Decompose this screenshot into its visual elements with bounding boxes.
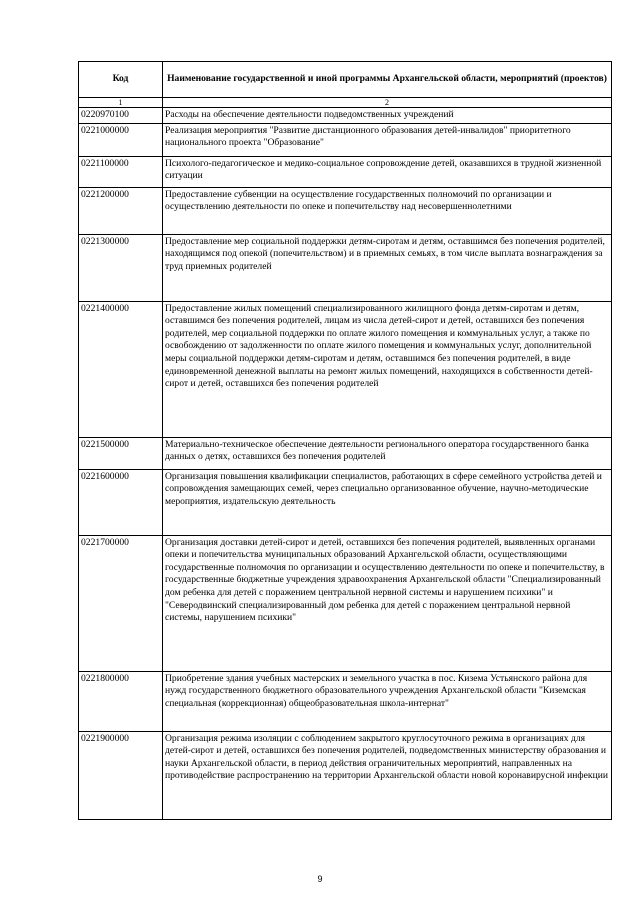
- row-code: 0221200000: [79, 187, 163, 234]
- row-code: 0221400000: [79, 301, 163, 437]
- row-code: 0221000000: [79, 123, 163, 156]
- row-text: Психолого-педагогическое и медико-социальное сопровождение детей, оказавшихся в трудной жизненной ситуации: [163, 156, 612, 187]
- table-row: [79, 156, 612, 187]
- row-text: Предоставление жилых помещений специализированного жилищного фонда детям-сиротам и детям, оставшимся без попечения родителей, лицам из числа детей-сирот и детей, оставшихся без попечения родителей, мер социальной поддержки по оплате жилого помещения и коммунальных услуг, а также по освобождению от задолженности по оплате жилого помещения и коммунальных услуг, дополнительной меры социальной поддержки детям-сиротам и детям, оставшимся без попечения родителей, в виде единовременной денежной выплаты на ремонт жилых помещений, находящихся в собственности детей-сирот и детей, оставшихся без попечения родителей: [163, 301, 612, 437]
- row-text: Организация режима изоляции с соблюдением закрытого круглосуточного режима в организациях для детей-сирот и детей, оставшихся без попечения родителей, подведомственных министерству образования и науки Архангельской области, в период действия ограничительных мероприятий, направленных на противодействие распространению на территории Архангельской области новой коронавирусной инфекции: [163, 731, 612, 819]
- table-row: [79, 731, 612, 819]
- row-text: Приобретение здания учебных мастерских и земельного участка в пос. Кизема Устьянского района для нужд государственного бюджетного образовательного учреждения Архангельской области "Киземская специальная (коррекционная) общеобразовательная школа-интернат": [163, 671, 612, 731]
- row-text: Организация повышения квалификации специалистов, работающих в сфере семейного устройства детей и сопровождения замещающих семей, через специально организованное обучение, научно-методические мероприятия, издательскую деятельность: [163, 469, 612, 535]
- table-header-row: [79, 62, 612, 98]
- table-row: [79, 301, 612, 437]
- column-index-2: 2: [163, 98, 612, 108]
- table-row: [79, 123, 612, 156]
- row-text: Реализация мероприятия "Развитие дистанционного образования детей-инвалидов" приоритетного национального проекта "Образование": [163, 123, 612, 156]
- row-text: Материально-техническое обеспечение деятельности регионального оператора государственного банка данных о детях, оставшихся без попечения родителей: [163, 437, 612, 469]
- header-name: Наименование государственной и иной программы Архангельской области, мероприятий (проектов): [163, 62, 612, 98]
- table-row: [79, 671, 612, 731]
- row-code: 0221600000: [79, 469, 163, 535]
- table-row: [79, 187, 612, 234]
- row-code: 0221100000: [79, 156, 163, 187]
- header-code: Код: [79, 62, 163, 98]
- table-row: [79, 535, 612, 671]
- program-table: [78, 61, 612, 820]
- column-index-row: [79, 98, 612, 108]
- row-code: 0221800000: [79, 671, 163, 731]
- column-index-1: 1: [79, 98, 163, 108]
- table-row: [79, 469, 612, 535]
- page-number: 9: [317, 874, 323, 884]
- table-row: [79, 437, 612, 469]
- row-code: 0221900000: [79, 731, 163, 819]
- row-code: 0221700000: [79, 535, 163, 671]
- row-code: 0221300000: [79, 234, 163, 301]
- row-text: Предоставление мер социальной поддержки детям-сиротам и детям, оставшимся без попечения родителей, находящимся под опекой (попечительством) и в приемных семьях, в том числе выплата вознаграждения за труд приемных родителей: [163, 234, 612, 301]
- table-row: [79, 234, 612, 301]
- row-code: 0221500000: [79, 437, 163, 469]
- row-text: Организация доставки детей-сирот и детей, оставшихся без попечения родителей, выявленных органами опеки и попечительства муниципальных образований Архангельской области, осуществляющими государственные полномочия по организации и осуществлению деятельности по опеке и попечительству, в государственные бюджетные учреждения здравоохранения Архангельской области "Специализированный дом ребенка для детей с поражением центральной нервной системы и нарушением психики" и "Северодвинский специализированный дом ребенка для детей с поражением центральной нервной системы, нарушением психики": [163, 535, 612, 671]
- row-text: Предоставление субвенции на осуществление государственных полномочий по организации и осуществлению деятельности по опеке и попечительству над несовершеннолетними: [163, 187, 612, 234]
- table-row: [79, 108, 612, 124]
- row-text: Расходы на обеспечение деятельности подведомственных учреждений: [163, 108, 612, 124]
- row-code: 0220970100: [79, 108, 163, 124]
